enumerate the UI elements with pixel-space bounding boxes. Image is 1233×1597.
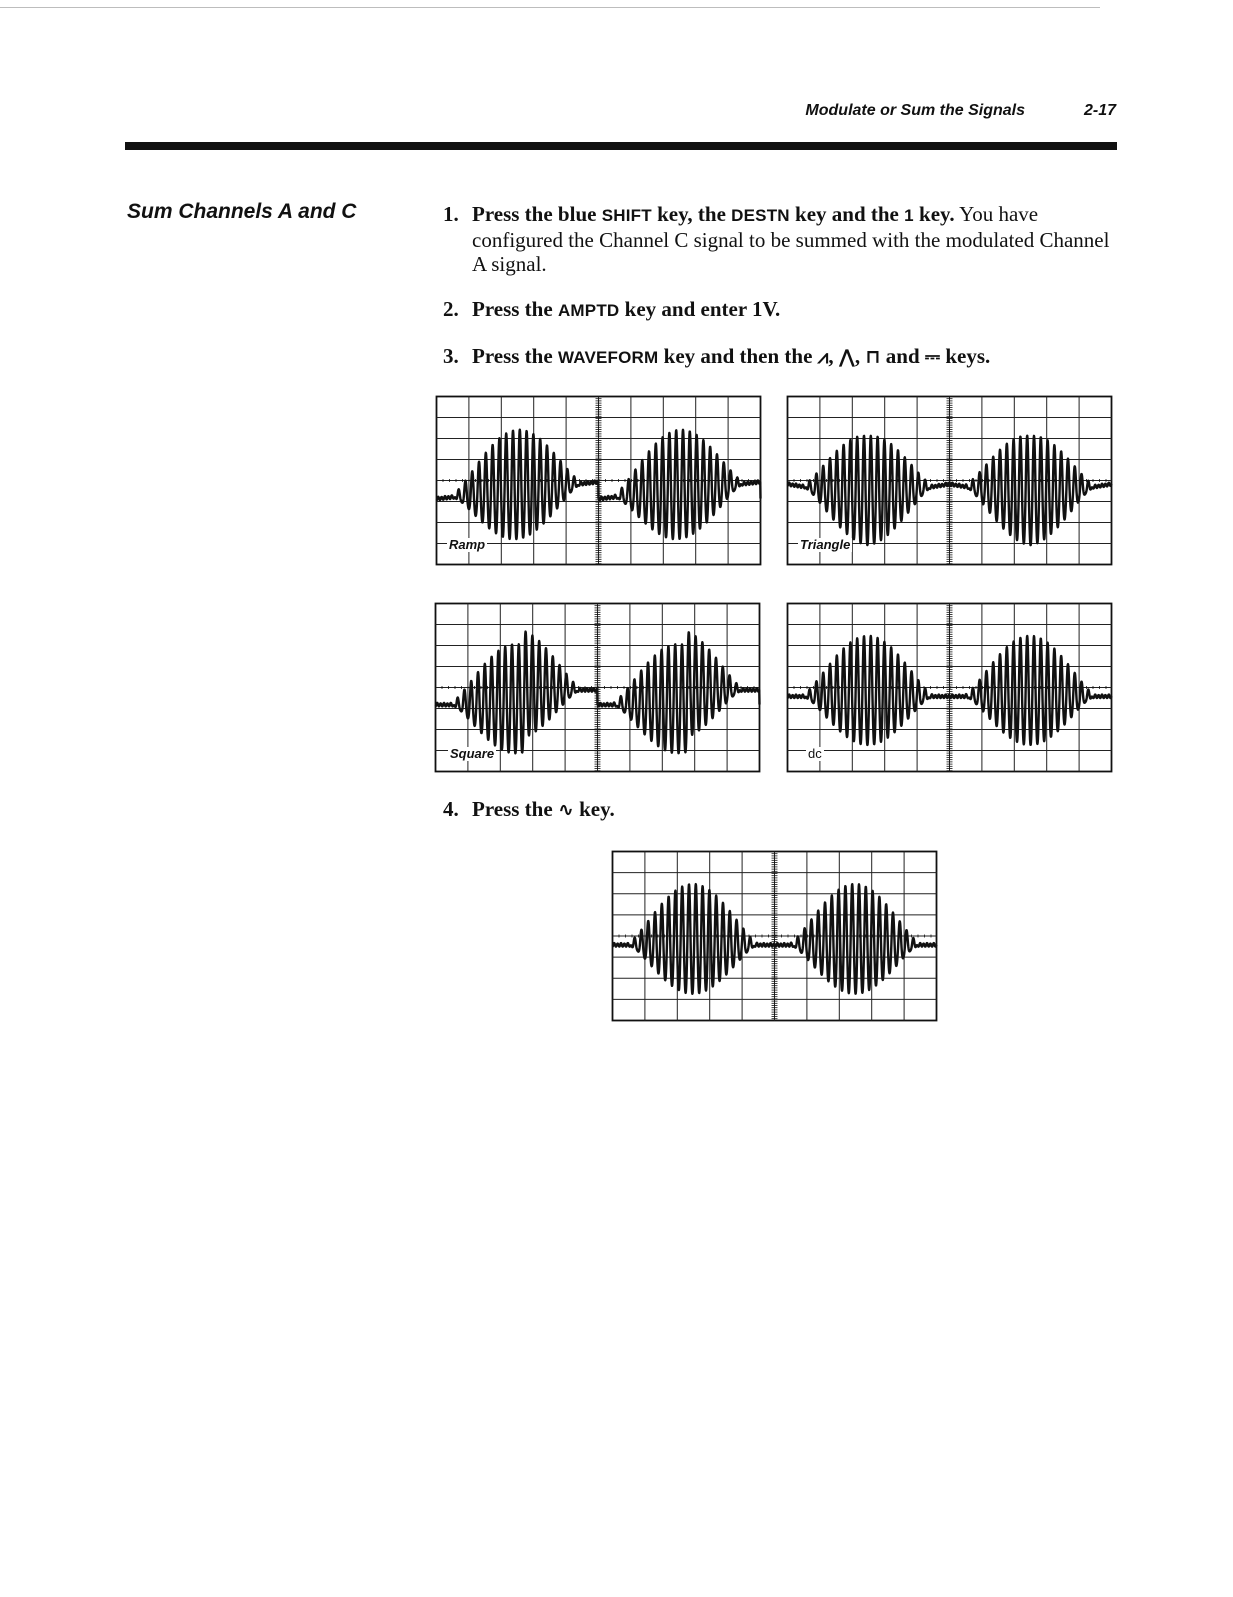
step-1 [443,202,1123,276]
scope-dc [786,602,1113,773]
step-body [472,297,1123,323]
step-text: key. [919,202,955,226]
waveform-key-name: WAVEFORM [557,348,659,367]
scope-label: Triangle [800,537,851,552]
step-number: 2. [443,297,459,321]
step-body: Press the WAVEFORM key and then the ⩘, ⋀, ⊓ and ⎓ keys. [472,344,991,368]
step-4 [443,797,1123,822]
scope-label: Square [450,746,495,761]
step-2 [443,297,1123,323]
step-text: Press the [472,797,553,821]
step-text: keys. [945,344,991,368]
sine-wave-icon: ∿ [557,799,574,821]
dc-icon: ⎓ [924,346,941,368]
step-text: and [885,344,920,368]
section-title: Sum Channels A and C [127,200,357,223]
step-text: Press the [472,344,553,368]
scope-label: Ramp [449,537,486,552]
scope-screen [786,602,1113,773]
running-header [700,102,1120,128]
header-rule [125,142,1117,150]
scope-square [434,602,761,773]
scan-top-line [0,7,1100,8]
triangle-wave-icon: ⋀ [838,346,855,368]
square-wave-icon: ⊓ [865,346,881,368]
scope-label: dc [808,746,822,761]
step-number: 1. [443,202,459,226]
step-body [472,202,1123,276]
page-number: 2-17 [1083,102,1116,119]
amptd-key-name: AMPTD [557,301,620,320]
step-body [472,797,1123,822]
step-text: Press the [472,297,553,321]
scope-screen [611,850,938,1022]
header-title: Modulate or Sum the Signals [805,102,1025,119]
step-number: 4. [443,797,459,821]
step-text: Press the blue [472,202,597,226]
step-text: key and then the [663,344,813,368]
scope-triangle [786,395,1113,566]
step-text: key. [579,797,615,821]
step-text: key and the [795,202,899,226]
scope-ramp [435,395,762,566]
scope-sine [611,850,938,1022]
shift-key-name: SHIFT [601,206,652,225]
step-3 [443,344,1123,370]
ramp-wave-icon: ⩘ [817,346,829,368]
destn-key-name: DESTN [731,206,790,225]
step-text: key, the [657,202,726,226]
step-text: key and enter 1V. [624,297,781,321]
one-key-name: 1 [904,206,914,225]
step-number: 3. [443,344,459,368]
step-note: You have configured the Channel C signal to be summed with the modulated Channel A signal. [472,202,1110,276]
